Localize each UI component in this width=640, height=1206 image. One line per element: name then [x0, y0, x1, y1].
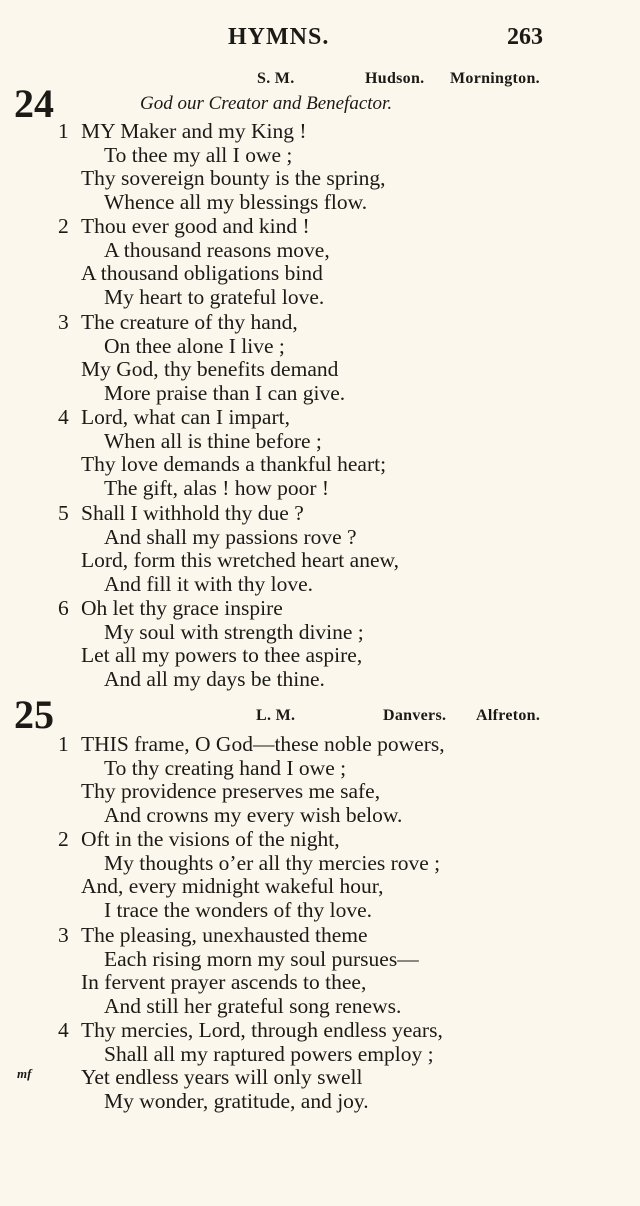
verse-line [0, 668, 640, 692]
tune-name: Danvers. [383, 707, 447, 724]
verse-text: A thousand reasons move, [104, 237, 330, 262]
verse-line [0, 453, 640, 477]
verse-line [0, 215, 640, 239]
verse-line [0, 1043, 640, 1067]
verse-text: On thee alone I live ; [104, 333, 285, 358]
stanza [0, 502, 640, 596]
verse-line [0, 621, 640, 645]
stanza [0, 120, 640, 214]
verse-line [0, 852, 640, 876]
verse-line [0, 430, 640, 454]
verse-line [0, 1090, 640, 1114]
verse-line [0, 828, 640, 852]
tune-name: Hudson. [365, 70, 425, 87]
hymn-meter: L. M. [256, 707, 296, 724]
verse-line [0, 597, 640, 621]
verse-text: My heart to grateful love. [104, 284, 325, 309]
verse-line [0, 899, 640, 923]
verse-line [0, 995, 640, 1019]
verse-text: THIS frame, O God—these noble powers, [81, 732, 445, 756]
stanza [0, 733, 640, 827]
verse-line [0, 971, 640, 995]
stanza-number: 2 [58, 827, 69, 851]
verse-line [0, 757, 640, 781]
verse-line [0, 406, 640, 430]
verse-text: And shall my passions rove ? [104, 524, 357, 549]
verse-text: And still her grateful song renews. [104, 993, 402, 1018]
verse-text: And, every midnight wakeful hour, [81, 874, 384, 898]
verse-line [0, 167, 640, 191]
stanza [0, 828, 640, 922]
stanza-number: 3 [58, 923, 69, 947]
stanza-number: 4 [58, 1018, 69, 1042]
tune-name: Mornington. [450, 70, 540, 87]
verse-line [0, 526, 640, 550]
verse-text: Each rising morn my soul pursues— [104, 946, 419, 971]
verse-text: The creature of thy hand, [81, 310, 298, 334]
running-title: HYMNS. [228, 24, 330, 50]
stanza [0, 924, 640, 1018]
stanza-number: 6 [58, 596, 69, 620]
verse-line [0, 335, 640, 359]
verse-text: More praise than I can give. [104, 380, 346, 405]
verse-line [0, 144, 640, 168]
verse-line [0, 948, 640, 972]
verse-text: And fill it with thy love. [104, 571, 314, 596]
verse-line [0, 780, 640, 804]
tune-name: Alfreton. [476, 707, 541, 724]
verse-text: Yet endless years will only swell [81, 1065, 363, 1089]
verse-text: The pleasing, unexhausted theme [81, 923, 368, 947]
verse-text: Let all my powers to thee aspire, [81, 643, 363, 667]
hymn-meter: S. M. [257, 70, 295, 87]
verse-line [0, 924, 640, 948]
running-head [0, 24, 640, 54]
stanza [0, 311, 640, 405]
verse-text: Whence all my blessings flow. [104, 189, 368, 214]
verse-line [0, 733, 640, 757]
verse-text: Thou ever good and kind ! [81, 214, 310, 238]
verse-text: To thy creating hand I owe ; [104, 755, 347, 780]
verse-text: Thy sovereign bounty is the spring, [81, 166, 386, 190]
hymn-number: 24 [14, 81, 54, 126]
verse-text: MY Maker and my King ! [81, 119, 307, 143]
stanza [0, 597, 640, 691]
verse-line [0, 549, 640, 573]
stanza-number: 1 [58, 119, 69, 143]
verse-text: My soul with strength divine ; [104, 619, 364, 644]
verse-text: In fervent prayer ascends to thee, [81, 970, 367, 994]
verse-line [0, 191, 640, 215]
verse-line [0, 262, 640, 286]
verse-text: Thy mercies, Lord, through endless years, [81, 1018, 443, 1042]
verse-line [0, 477, 640, 501]
verse-text: To thee my all I owe ; [104, 142, 293, 167]
page-number: 263 [507, 24, 543, 50]
verse-line [0, 311, 640, 335]
verse-line [0, 286, 640, 310]
verse-line [0, 358, 640, 382]
stanza-number: 2 [58, 214, 69, 238]
verse-line [0, 239, 640, 263]
verse-text: Lord, form this wretched heart anew, [81, 548, 399, 572]
verse-line [0, 120, 640, 144]
hymn-number: 25 [14, 692, 54, 737]
verse-line [0, 804, 640, 828]
stanza [0, 406, 640, 500]
stanza [0, 215, 640, 309]
verse-text: Thy love demands a thankful heart; [81, 452, 387, 476]
verse-line [0, 875, 640, 899]
verse-text: Oft in the visions of the night, [81, 827, 340, 851]
stanza-number: 3 [58, 310, 69, 334]
verse-line [0, 644, 640, 668]
stanza-number: 4 [58, 405, 69, 429]
verse-text: When all is thine before ; [104, 428, 322, 453]
verse-text: I trace the wonders of thy love. [104, 897, 373, 922]
verse-text: And crowns my every wish below. [104, 802, 403, 827]
verse-line [0, 573, 640, 597]
verse-line [0, 1019, 640, 1043]
verse-line [0, 1066, 640, 1090]
verse-text: Shall I withhold thy due ? [81, 501, 304, 525]
verse-text: Oh let thy grace inspire [81, 596, 283, 620]
verse-text: My wonder, gratitude, and joy. [104, 1088, 369, 1113]
verse-line [0, 502, 640, 526]
verse-text: A thousand obligations bind [81, 261, 323, 285]
verse-text: My thoughts o’er all thy mercies rove ; [104, 850, 441, 875]
verse-text: Shall all my raptured powers employ ; [104, 1041, 434, 1066]
verse-text: My God, thy benefits demand [81, 357, 339, 381]
hymn-subtitle: God our Creator and Benefactor. [140, 93, 393, 114]
verse-text: Thy providence preserves me safe, [81, 779, 381, 803]
dynamics-mark: mf [17, 1066, 32, 1081]
verse-text: The gift, alas ! how poor ! [104, 475, 330, 500]
verse-text: Lord, what can I impart, [81, 405, 290, 429]
stanza [0, 1019, 640, 1113]
stanza-number: 1 [58, 732, 69, 756]
verse-text: And all my days be thine. [104, 666, 325, 691]
stanza-number: 5 [58, 501, 69, 525]
verse-line [0, 382, 640, 406]
